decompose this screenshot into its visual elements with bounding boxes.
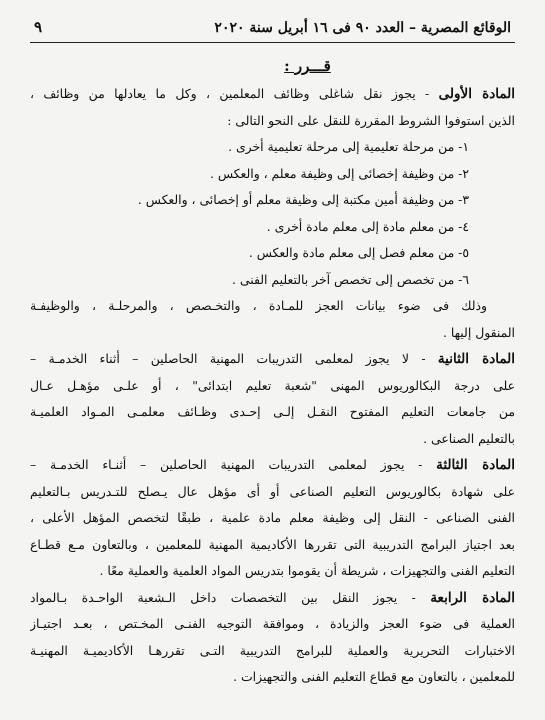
page-header — [30, 14, 515, 43]
article1-item-2: ٢- من وظيفة إخصائى إلى وظيفة معلم ، والعكس . — [209, 165, 469, 181]
article1-item-3: ٣- من وظيفة أمين مكتبة إلى وظيفة معلم أو إخصائى ، والعكس . — [137, 192, 469, 207]
article4-line-3: للمعلمين ، بالتعاون مع قطاع التعليم الفنى والتجهيزات . — [233, 669, 515, 684]
article2-title: المادة الثانية — [437, 351, 515, 367]
article1-closing-1: وذلك فى ضوء بيانات العجز للمـادة ، والتخـصص ، والمرحلـة ، والوظيفـة — [30, 298, 487, 313]
article3-line-3: بعد اجتياز البرامج التدريبية التى تقررها الأكاديمية المهنية للمعلمين ، وبالتعاون مـع قطـاع — [30, 536, 515, 552]
article1-item-5: ٥- من معلم فصل إلى معلم مادة والعكس . — [248, 245, 469, 260]
article2-line-2: من جامعات التعليم المفتوح النقـل إلـى إحـدى وظـائف معلمـى المـواد العلميـة — [30, 404, 515, 419]
article1-line2: الذين استوفوا الشروط المقررة للنقل على النحو التالى : — [227, 112, 515, 128]
article2-intro-line — [30, 346, 515, 373]
article3-intro-line — [30, 452, 515, 479]
header-title: الوقائع المصرية – العدد ٩٠ فى ١٦ أبريل سنة ٢٠٢٠ — [214, 20, 511, 36]
article2-line-1: على درجة البكالوريوس المهنى "شعبة تعليم ابتدائى" ، أو علـى مؤهـل عـال — [30, 377, 515, 393]
decree-heading: قـــرر : — [284, 57, 331, 75]
article1-item-1: ١- من مرحلة تعليمية إلى مرحلة تعليمية أخرى . — [228, 139, 469, 154]
article2-intro: - لا يجوز لمعلمى التدريبات المهنية الحاصلين – أثناء الخدمـة – — [30, 351, 438, 366]
article1-intro: - يجوز نقل شاغلى وظائف المعلمين ، وكل ما يعادلها من وظائف ، — [30, 86, 439, 101]
article3-line-2: الفنى الصناعى - النقل إلى وظيفة معلم مادة علمية ، طبقًا لتخصص المؤهل الأعلى ، — [30, 510, 515, 525]
article3-title: المادة الثالثة — [436, 457, 515, 473]
article1-closing-2: المنقول إليها . — [442, 324, 515, 340]
article4-intro-line — [30, 585, 515, 612]
article1-title: المادة الأولى — [438, 86, 515, 102]
article2-line-3: بالتعليم الصناعى . — [423, 430, 515, 446]
article4-intro: - يجوز النقل بين التخصصات داخل الـشعبة الواحـدة بـالمواد — [30, 589, 431, 605]
page-number: ٩ — [34, 18, 43, 36]
article4-title: المادة الرابعة — [430, 589, 515, 606]
article4-line-2: الاختبارات التحريرية والعملية للبرامج التدريبية التـى تقررهـا الأكاديميـة المهنيـة — [30, 642, 515, 658]
article1-intro-line — [30, 81, 515, 108]
article3-intro: - يجوز لمعلمى التدريبات المهنية الحاصلين – أثنـاء الخدمـة – — [30, 457, 437, 472]
article3-line-1: على شهادة بكالوريوس التعليم الصناعى أو أى مؤهل عال يـصلح للتـدريس بـالتعليم — [30, 483, 515, 499]
article3-line-4: التعليم الفنى والتجهيزات ، شريطة أن يقوموا بتدريس المواد العلمية والعملية معًا . — [99, 563, 515, 578]
article1-item-6: ٦- من تخصص إلى تخصص آخر بالتعليم الفنى . — [232, 271, 469, 287]
article4-line-1: العملية فى ضوء العجز والزيادة ، وموافقة التوجيه الفنـى المخـتص ، بعـد اجتيـاز — [30, 616, 515, 631]
article1-item-4: ٤- من معلم مادة إلى معلم مادة أخرى . — [266, 218, 469, 234]
